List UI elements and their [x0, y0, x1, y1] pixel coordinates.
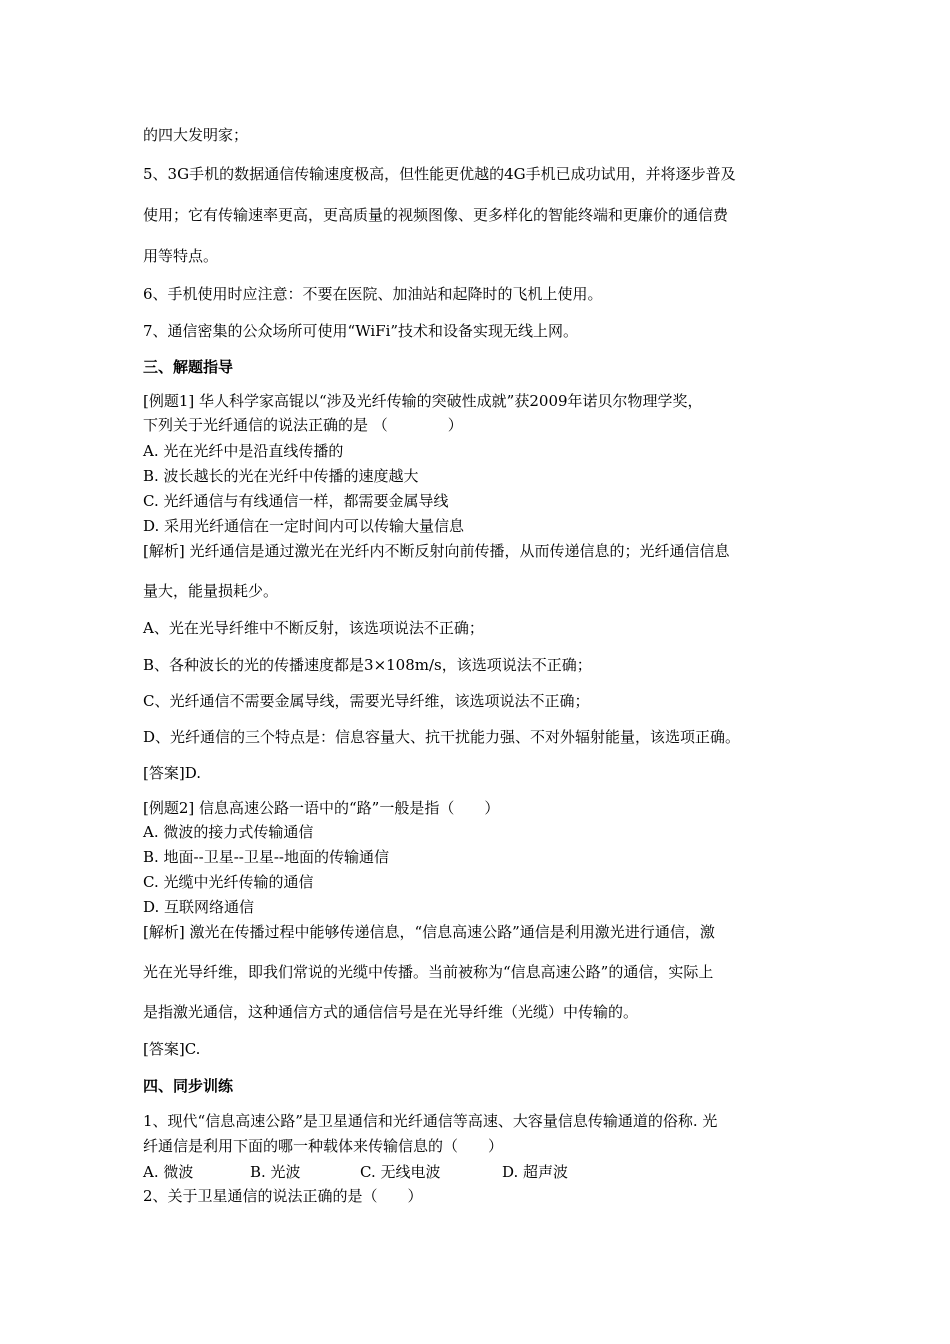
example-1-question-line-2: 下列关于光纤通信的说法正确的是 （ ）	[143, 416, 463, 434]
section-3-heading: 三、解题指导	[143, 358, 234, 376]
example-1-option-c: C. 光纤通信与有线通信一样，都需要金属导线	[143, 492, 449, 510]
example-1-answer: [答案]D.	[143, 764, 201, 782]
exercise-1-option-d: D. 超声波	[502, 1163, 569, 1181]
example-1-explain-b: B、各种波长的光的传播速度都是3×108m/s，该选项说法不正确；	[143, 656, 592, 674]
example-1-explain-d: D、光纤通信的三个特点是：信息容量大、抗干扰能力强、不对外辐射能量，该选项正确。	[143, 728, 741, 746]
example-1-explain-a: A、光在光导纤维中不断反射，该选项说法不正确；	[143, 619, 484, 637]
example-2-analysis-line-2: 光在光导纤维，即我们常说的光缆中传播。当前被称为“信息高速公路”的通信，实际上	[143, 963, 714, 981]
exercise-1-option-b: B. 光波	[250, 1163, 301, 1181]
exercise-1-option-c: C. 无线电波	[360, 1163, 441, 1181]
example-2-option-c: C. 光缆中光纤传输的通信	[143, 873, 314, 891]
point-7: 7、通信密集的公众场所可使用“WiFi”技术和设备实现无线上网。	[143, 322, 579, 340]
exercise-1-line-1: 1、现代“信息高速公路”是卫星通信和光纤通信等高速、大容量信息传输通道的俗称. 光	[143, 1112, 718, 1130]
intro-line: 的四大发明家；	[143, 126, 249, 144]
example-2-answer: [答案]C.	[143, 1040, 201, 1058]
example-2-analysis-line-3: 是指激光通信，这种通信方式的通信信号是在光导纤维（光缆）中传输的。	[143, 1003, 639, 1021]
example-1-analysis-line-1: [解析] 光纤通信是通过激光在光纤内不断反射向前传播，从而传递信息的；光纤通信信息	[143, 542, 730, 560]
example-2-option-b: B. 地面--卫星--卫星--地面的传输通信	[143, 848, 389, 866]
exercise-1-line-2: 纤通信是利用下面的哪一种载体来传输信息的（ ）	[143, 1137, 504, 1155]
exercise-1-options	[143, 1161, 568, 1182]
section-4-heading: 四、同步训练	[143, 1077, 234, 1095]
point-6: 6、手机使用时应注意：不要在医院、加油站和起降时的飞机上使用。	[143, 285, 603, 303]
example-1-explain-c: C、光纤通信不需要金属导线，需要光导纤维，该选项说法不正确；	[143, 692, 590, 710]
example-2-option-d: D. 互联网络通信	[143, 898, 255, 916]
exercise-2-question: 2、关于卫星通信的说法正确的是（ ）	[143, 1187, 423, 1205]
example-1-option-b: B. 波长越长的光在光纤中传播的速度越大	[143, 467, 419, 485]
example-2-analysis-line-1: [解析] 激光在传播过程中能够传递信息，“信息高速公路”通信是利用激光进行通信，激	[143, 923, 715, 941]
example-1-question-line-1: [例题1] 华人科学家高锟以“涉及光纤传输的突破性成就”获2009年诺贝尔物理学奖，	[143, 392, 703, 410]
exercise-1-option-a: A. 微波	[143, 1163, 194, 1181]
example-1-option-d: D. 采用光纤通信在一定时间内可以传输大量信息	[143, 517, 465, 535]
example-1-analysis-line-2: 量大，能量损耗少。	[143, 582, 279, 600]
example-2-question: [例题2] 信息高速公路一语中的“路”一般是指（ ）	[143, 799, 500, 817]
example-2-option-a: A. 微波的接力式传输通信	[143, 823, 314, 841]
point-5-line-2: 使用；它有传输速率更高，更高质量的视频图像、更多样化的智能终端和更廉价的通信费	[143, 206, 729, 224]
example-1-option-a: A. 光在光纤中是沿直线传播的	[143, 442, 344, 460]
point-5-line-3: 用等特点。	[143, 247, 219, 265]
point-5-line-1: 5、3G手机的数据通信传输速度极高，但性能更优越的4G手机已成功试用，并将逐步普及	[143, 165, 736, 183]
